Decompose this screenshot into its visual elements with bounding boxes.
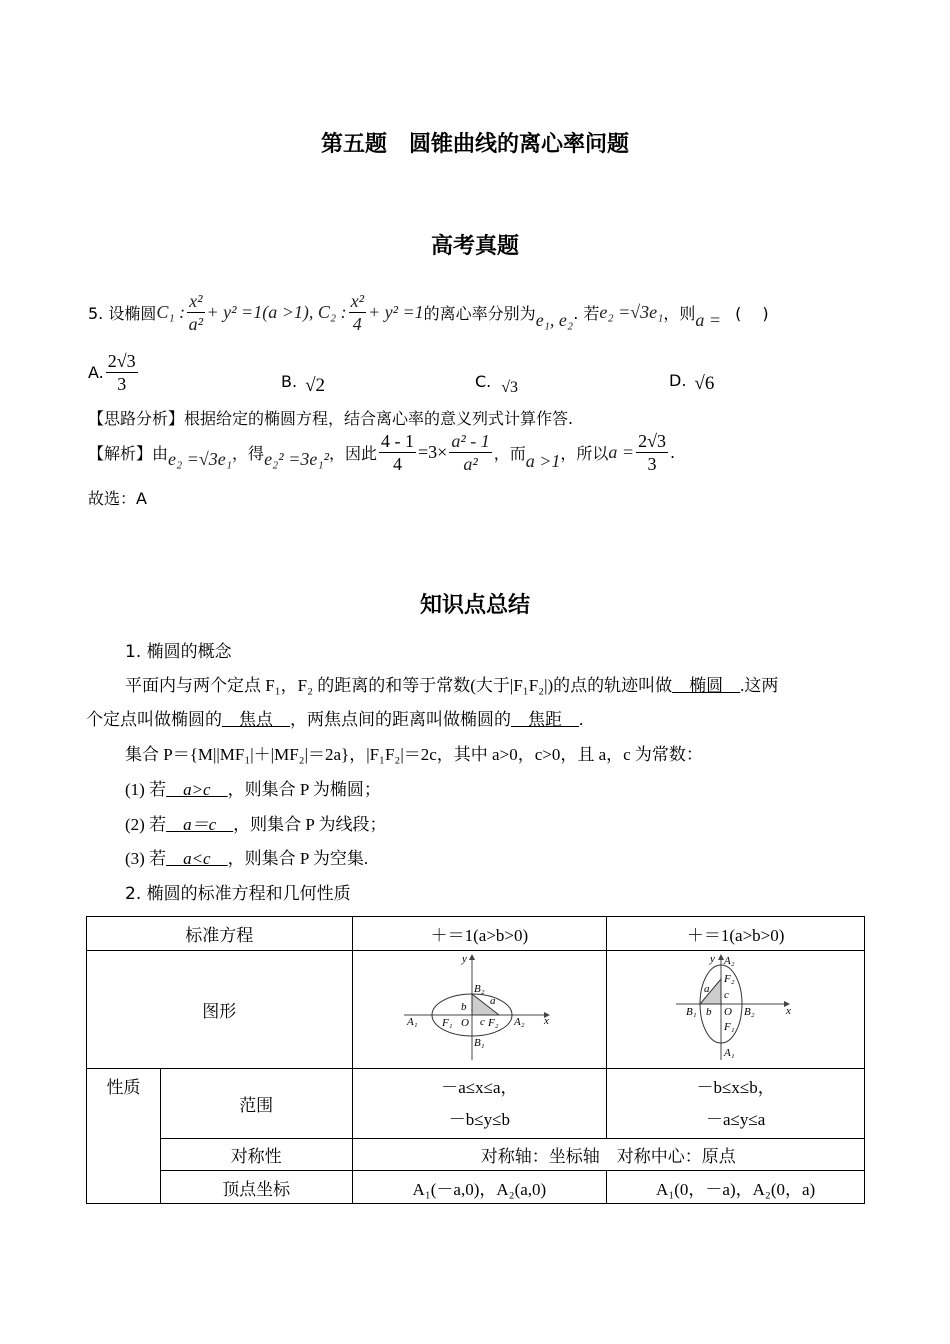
- label: F₁: [723, 1021, 735, 1033]
- option-value: √6: [694, 373, 715, 394]
- denominator: a²: [463, 454, 478, 474]
- range-cell: [352, 1069, 607, 1139]
- label: c: [480, 1016, 486, 1028]
- label: b: [461, 1001, 467, 1013]
- label: B₂: [474, 983, 485, 995]
- math: C₁ :: [156, 302, 186, 322]
- option-label: A.: [88, 363, 104, 382]
- concept-para-2: [86, 708, 583, 732]
- label: A₁: [407, 1016, 418, 1028]
- numerator: 2√3: [107, 351, 136, 371]
- table-row: [87, 1171, 865, 1204]
- fraction: [187, 290, 204, 335]
- option-label: C.: [475, 371, 492, 391]
- label: O: [461, 1017, 470, 1029]
- blank-answer: 焦距: [511, 710, 579, 729]
- range-cell: [607, 1069, 865, 1139]
- text: －b≤y≤b: [448, 1109, 510, 1129]
- text: －a≤y≤a: [706, 1109, 766, 1129]
- fraction: [636, 430, 668, 475]
- page-title: 第五题 圆锥曲线的离心率问题: [320, 132, 629, 157]
- text: 【解析】由: [88, 444, 169, 463]
- text: －a≤x≤a，: [441, 1077, 518, 1097]
- horizontal-ellipse-diagram: [404, 952, 554, 1062]
- blank-answer: a＝c: [166, 815, 234, 834]
- math: a >1: [525, 451, 561, 471]
- figure-vertical-ellipse: [607, 951, 865, 1069]
- text: .这两: [740, 676, 779, 695]
- table-row: [87, 917, 865, 951]
- row-label: 图形: [87, 951, 353, 1069]
- answer-text: 故选：A: [88, 489, 147, 508]
- option-c: [475, 365, 518, 397]
- denominator: a²: [188, 314, 204, 334]
- label: c: [723, 989, 729, 1001]
- concept-para-1: [125, 674, 778, 698]
- text: (2) 若: [125, 815, 167, 834]
- label: x: [544, 1015, 550, 1027]
- section-title-summary: 知识点总结: [419, 593, 530, 618]
- math: e₂² =3e₁²: [264, 449, 329, 469]
- label: B₂: [743, 1006, 755, 1018]
- math: =3×: [418, 442, 448, 462]
- set-definition: 集合 P＝{M||MF₁|＋|MF₂|＝2a}，|F₁F₂|＝2c，其中 a>0，c>0，且 a，c 为常数：: [125, 745, 703, 764]
- text: ，因此: [329, 444, 378, 463]
- table-row: [87, 1139, 865, 1171]
- text: (3) 若: [125, 849, 167, 868]
- blank-answer: 椭圆: [672, 676, 741, 695]
- option-value: √3: [501, 379, 519, 396]
- option-d: [669, 365, 714, 395]
- solution: [88, 430, 675, 475]
- numerator: x²: [189, 291, 203, 311]
- label: F₂: [723, 973, 735, 985]
- fraction: [379, 430, 416, 475]
- blank-answer: 焦点: [222, 710, 290, 729]
- header-cell: ＋＝1(a>b>0): [352, 917, 607, 951]
- row-group-label: 性质: [87, 1069, 161, 1204]
- text: .: [669, 443, 676, 462]
- option-a: [88, 350, 140, 395]
- option-b: [281, 365, 325, 397]
- text: ，两焦点间的距离叫做椭圆的: [290, 710, 511, 729]
- label: b: [705, 1006, 712, 1018]
- fraction: [449, 430, 491, 475]
- problem-statement: [88, 290, 769, 335]
- problem-number: 5. 设椭圆: [88, 304, 157, 323]
- label: F₁: [442, 1017, 453, 1029]
- text: (1) 若: [125, 780, 167, 799]
- vertical-ellipse-diagram: [676, 952, 796, 1062]
- label: B₁: [474, 1037, 485, 1049]
- text: .: [579, 710, 584, 729]
- math: e₁, e₂: [535, 310, 574, 330]
- y-arrow-icon: [469, 954, 475, 960]
- vertex-cell: A₁(0，－a)，A₂(0，a): [607, 1171, 865, 1204]
- denominator: 3: [647, 454, 657, 474]
- blank-answer: a>c: [166, 780, 228, 799]
- row-label: 顶点坐标: [160, 1171, 352, 1204]
- label: a: [703, 983, 710, 995]
- text: 平面内与两个定点 F₁，F₂ 的距离的和等于常数(大于|F₁F₂|)的点的轨迹叫做: [125, 676, 673, 695]
- math: a =: [695, 310, 722, 330]
- text: ，则集合 P 为空集.: [227, 849, 369, 868]
- section-title-exam: 高考真题: [430, 234, 519, 259]
- properties-heading: 2. 椭圆的标准方程和几何性质: [125, 884, 351, 904]
- label: y: [462, 953, 468, 965]
- fraction: [106, 350, 138, 395]
- text: ，而: [493, 444, 526, 463]
- label: B₁: [685, 1006, 697, 1018]
- math: + y² =1: [367, 302, 424, 322]
- label: y: [709, 953, 715, 965]
- case-3: [125, 847, 368, 871]
- numerator: x²: [350, 291, 364, 311]
- case-2: [125, 813, 386, 837]
- math: a =: [608, 442, 635, 462]
- symmetry-cell: 对称轴：坐标轴 对称中心：原点: [352, 1139, 865, 1171]
- header-cell: ＋＝1(a>b>0): [607, 917, 865, 951]
- text: ，则: [663, 304, 696, 323]
- figure-horizontal-ellipse: [352, 951, 607, 1069]
- option-label: D.: [669, 370, 687, 390]
- numerator: a² - 1: [451, 431, 490, 451]
- vertex-cell: A₁(－a,0)，A₂(a,0): [352, 1171, 607, 1204]
- text: ，得: [232, 444, 265, 463]
- row-label: 范围: [160, 1069, 352, 1139]
- text: ，则集合 P 为线段；: [233, 815, 387, 834]
- text: －b≤x≤b，: [696, 1077, 775, 1097]
- label: F₂: [488, 1017, 499, 1029]
- table-row: [87, 1069, 865, 1139]
- analysis-text: 【思路分析】根据给定的椭圆方程，结合离心率的意义列式计算作答.: [88, 409, 574, 428]
- denominator: 3: [117, 374, 127, 394]
- text: . 若: [573, 304, 600, 323]
- answer-blank: ( ): [735, 304, 769, 323]
- math: e₂ =√3e₁: [599, 302, 664, 322]
- numerator: 2√3: [638, 431, 666, 451]
- text: 个定点叫做椭圆的: [86, 710, 222, 729]
- text: ，则集合 P 为椭圆；: [227, 780, 381, 799]
- label: a: [490, 995, 496, 1007]
- text: ，所以: [560, 444, 609, 463]
- ellipse-properties-table: [86, 916, 865, 1204]
- label: A₁: [723, 1047, 735, 1059]
- label: O: [723, 1006, 732, 1018]
- denominator: 4: [352, 314, 362, 334]
- numerator: 4 - 1: [381, 431, 415, 451]
- option-value: √2: [305, 375, 325, 396]
- text: 的离心率分别为: [423, 304, 536, 323]
- math: + y² =1(a >1), C₂ :: [206, 302, 347, 322]
- row-label: 对称性: [160, 1139, 352, 1171]
- label: A₂: [723, 955, 735, 967]
- concept-heading: 1. 椭圆的概念: [125, 642, 232, 662]
- table-row: [87, 951, 865, 1069]
- header-cell: 标准方程: [87, 917, 353, 951]
- label: x: [785, 1005, 791, 1017]
- option-label: B.: [281, 371, 298, 391]
- case-1: [125, 778, 381, 802]
- blank-answer: a<c: [166, 849, 228, 868]
- label: A₂: [514, 1016, 525, 1028]
- denominator: 4: [393, 454, 403, 474]
- fraction: [349, 290, 366, 335]
- math: e₂ =√3e₁: [168, 449, 233, 469]
